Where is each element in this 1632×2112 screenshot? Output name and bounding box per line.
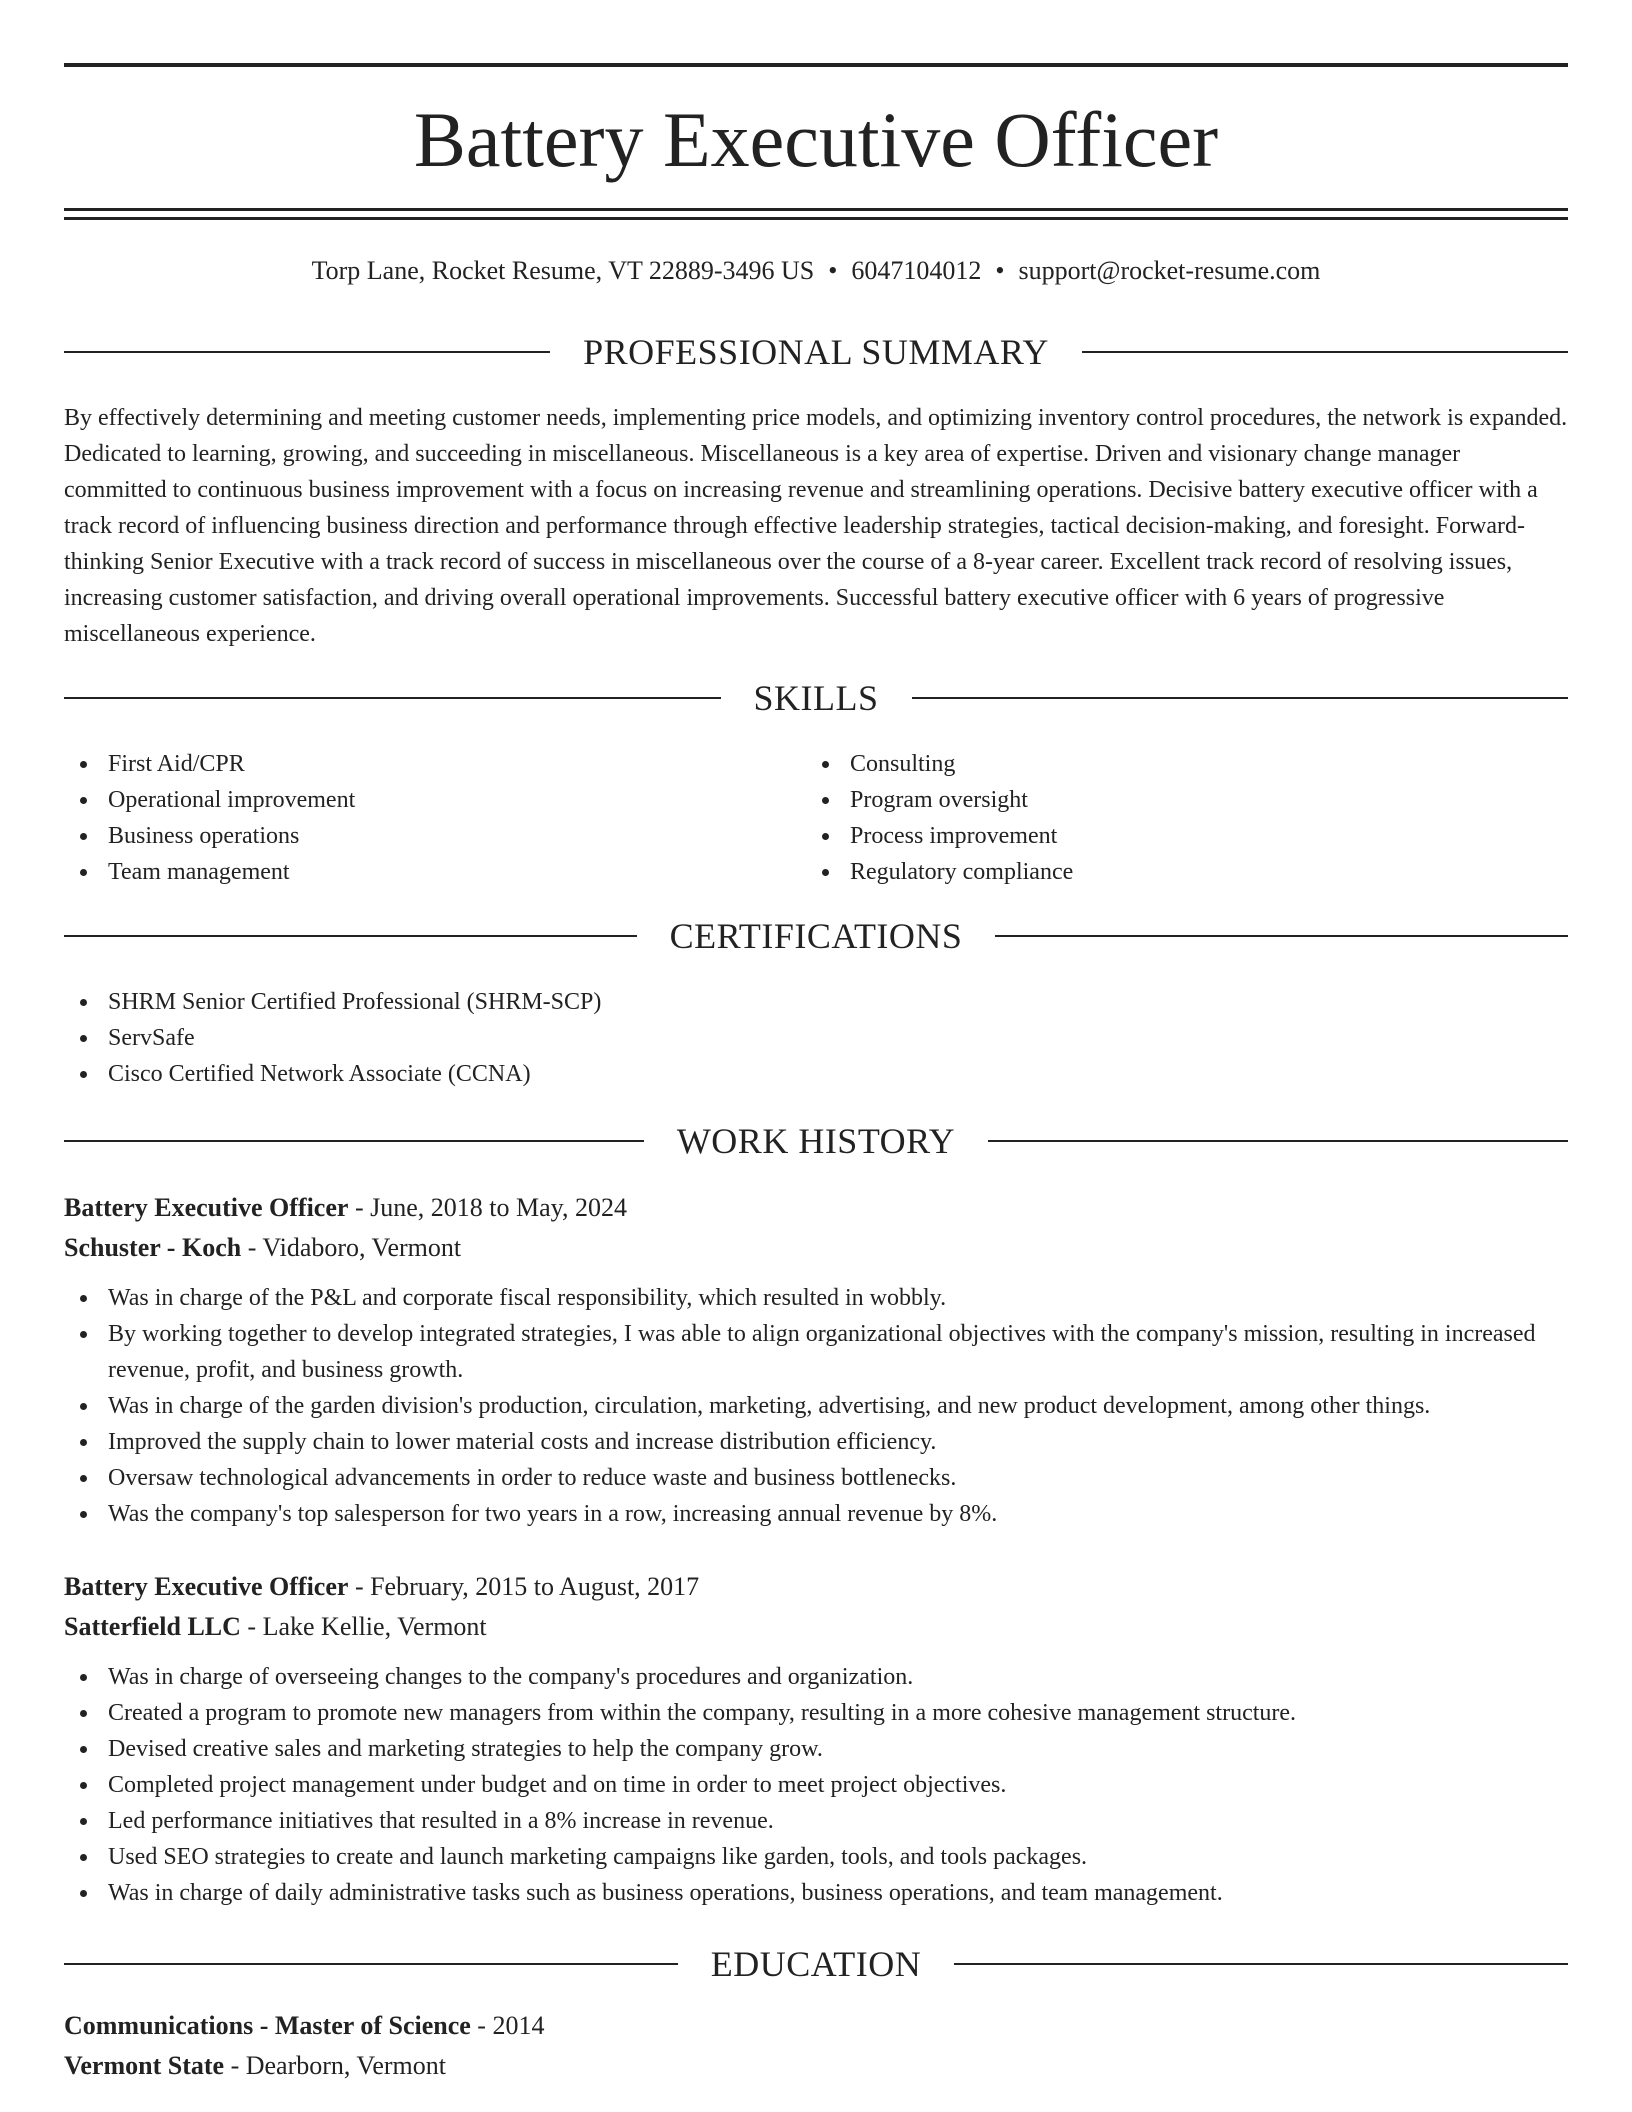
contact-phone: 6047104012 [851, 256, 982, 285]
section-rule-right [988, 1140, 1568, 1142]
skills-section-title: SKILLS [753, 678, 879, 718]
skill-item: Operational improvement [64, 782, 764, 818]
job-bullet: Was in charge of the garden division's production, circulation, marketing, advertising, and new product development, among other things. [64, 1388, 1568, 1424]
education-location: - Dearborn, Vermont [224, 2051, 446, 2080]
skills-section-header [64, 676, 1568, 720]
header-top-rule [64, 63, 1568, 67]
job-bullet: Was the company's top salesperson for two years in a row, increasing annual revenue by 8%. [64, 1496, 1568, 1532]
job-company: Satterfield LLC [64, 1612, 241, 1641]
job-bullet: Devised creative sales and marketing strategies to help the company grow. [64, 1731, 1568, 1767]
skills-list-left [64, 746, 764, 890]
job-bullet: Was in charge of daily administrative tasks such as business operations, business operations, and team management. [64, 1875, 1568, 1911]
education-year: - 2014 [470, 2011, 545, 2040]
section-rule-left [64, 1963, 678, 1965]
certifications-section-title: CERTIFICATIONS [669, 916, 963, 956]
job-title-line [64, 1188, 1568, 1228]
job-location: - Lake Kellie, Vermont [240, 1612, 487, 1641]
job-bullet: Used SEO strategies to create and launch marketing campaigns like garden, tools, and tools packages. [64, 1839, 1568, 1875]
certifications-list [64, 984, 1568, 1092]
section-rule-right [954, 1963, 1568, 1965]
job-title: Battery Executive Officer [64, 1193, 349, 1222]
skill-item: Program oversight [806, 782, 1506, 818]
section-rule-left [64, 935, 637, 937]
certification-item: ServSafe [64, 1020, 1568, 1056]
skill-item: First Aid/CPR [64, 746, 764, 782]
skill-item: Consulting [806, 746, 1506, 782]
contact-line [64, 254, 1568, 288]
summary-text: By effectively determining and meeting customer needs, implementing price models, and optimizing inventory control procedures, the network is expanded. Dedicated to learning, growing, and succeeding in miscellaneous. Miscellaneous is a key area of expertise. Driven and visionary change manager committed to continuous business improvement with a focus on increasing revenue and streamlining operations. Decisive battery executive officer with a track record of influencing business direction and performance through effective leadership strategies, tactical decision-making, and foresight. Forward-thinking Senior Executive with a track record of success in miscellaneous over the course of a 8-year career. Excellent track record of resolving issues, increasing customer satisfaction, and driving overall operational improvements. Successful battery executive officer with 6 years of progressive miscellaneous experience. [64, 405, 1568, 647]
education-degree-line [64, 2006, 1568, 2046]
contact-separator: • [995, 256, 1005, 285]
job-bullet: Was in charge of the P&L and corporate fiscal responsibility, which resulted in wobbly. [64, 1280, 1568, 1316]
work-section-header [64, 1119, 1568, 1163]
certification-item: SHRM Senior Certified Professional (SHRM-SCP) [64, 984, 1568, 1020]
job-bullet: Created a program to promote new managers from within the company, resulting in a more cohesive management structure. [64, 1695, 1568, 1731]
job-bullets [64, 1659, 1568, 1911]
job-title: Battery Executive Officer [64, 1572, 349, 1601]
work-section-title: WORK HISTORY [676, 1121, 956, 1161]
section-rule-left [64, 1140, 644, 1142]
job-bullet: Oversaw technological advancements in order to reduce waste and business bottlenecks. [64, 1460, 1568, 1496]
certification-item: Cisco Certified Network Associate (CCNA) [64, 1056, 1568, 1092]
section-rule-left [64, 697, 721, 699]
education-section-title: EDUCATION [710, 1944, 922, 1984]
section-rule-right [1082, 351, 1568, 353]
section-rule-right [995, 935, 1568, 937]
skills-list-right [806, 746, 1506, 890]
job-company-line [64, 1607, 1568, 1647]
education-school-line [64, 2046, 1568, 2086]
job-bullets [64, 1280, 1568, 1532]
job-company-line [64, 1228, 1568, 1268]
education-section-header [64, 1942, 1568, 1986]
skill-item: Regulatory compliance [806, 854, 1506, 890]
job-location: - Vidaboro, Vermont [241, 1233, 462, 1262]
skill-item: Business operations [64, 818, 764, 854]
summary-section-title: PROFESSIONAL SUMMARY [583, 332, 1049, 372]
job-bullet: Was in charge of overseeing changes to the company's procedures and organization. [64, 1659, 1568, 1695]
summary-section-header [64, 330, 1568, 374]
skill-item: Process improvement [806, 818, 1506, 854]
certifications-section-header [64, 914, 1568, 958]
skill-item: Team management [64, 854, 764, 890]
section-rule-right [912, 697, 1569, 699]
contact-separator: • [828, 256, 838, 285]
education-degree: Communications - Master of Science [64, 2011, 471, 2040]
contact-email: support@rocket-resume.com [1018, 256, 1321, 285]
job-bullet: Improved the supply chain to lower material costs and increase distribution efficiency. [64, 1424, 1568, 1460]
education-entry [64, 2006, 1568, 2086]
job-dates: - February, 2015 to August, 2017 [348, 1572, 700, 1601]
contact-address: Torp Lane, Rocket Resume, VT 22889-3496 US [311, 256, 815, 285]
job-dates: - June, 2018 to May, 2024 [348, 1193, 627, 1222]
job-title-line [64, 1567, 1568, 1607]
header-double-rule [64, 208, 1568, 220]
job-entry [64, 1567, 1568, 1911]
education-school: Vermont State [64, 2051, 225, 2080]
section-rule-left [64, 351, 550, 353]
resume-name: Battery Executive Officer [413, 96, 1219, 183]
job-company: Schuster - Koch [64, 1233, 242, 1262]
job-bullet: Led performance initiatives that resulted in a 8% increase in revenue. [64, 1803, 1568, 1839]
job-bullet: Completed project management under budget and on time in order to meet project objectives. [64, 1767, 1568, 1803]
job-entry [64, 1188, 1568, 1532]
job-bullet: By working together to develop integrated strategies, I was able to align organizational objectives with the company's mission, resulting in increased revenue, profit, and business growth. [64, 1316, 1568, 1388]
